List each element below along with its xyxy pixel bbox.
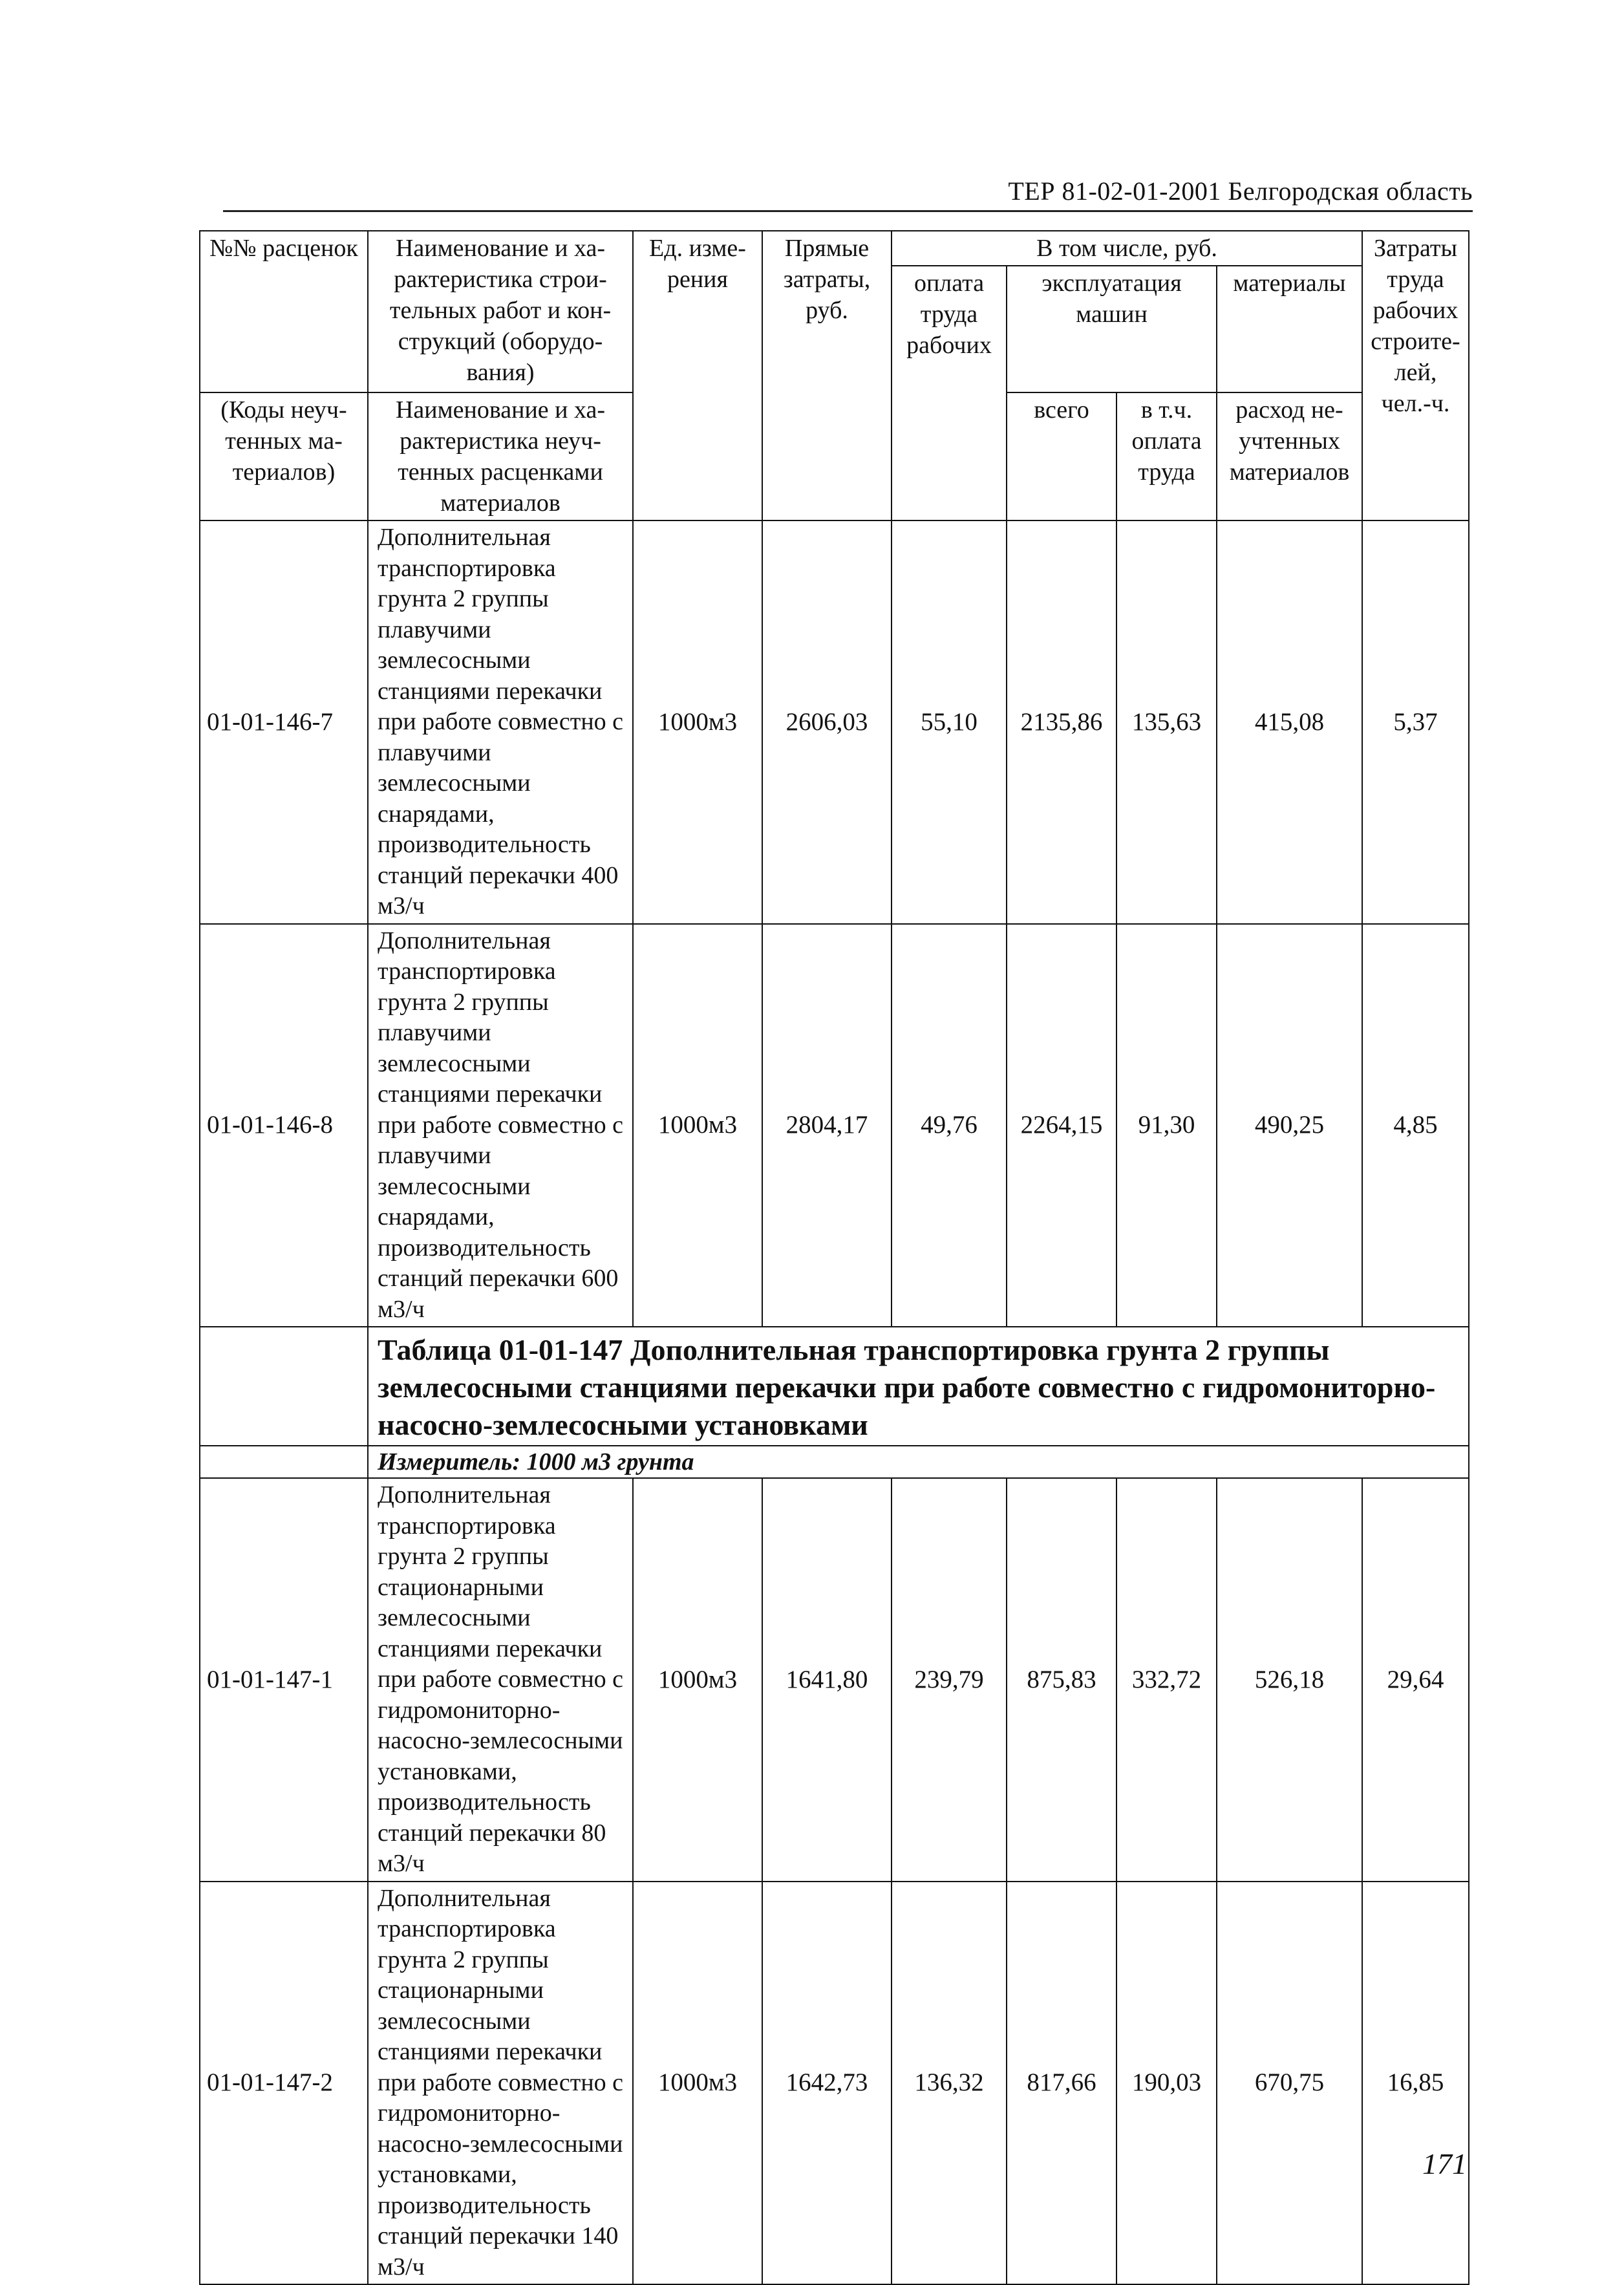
rate-labor-pay: 49,76: [892, 924, 1007, 1327]
rate-machines-total: 2135,86: [1007, 520, 1116, 924]
col-mach-total-header: всего: [1007, 392, 1116, 520]
rate-materials: 490,25: [1217, 924, 1362, 1327]
table-row: [200, 924, 1469, 1327]
rate-code: 01-01-146-7: [200, 520, 368, 924]
rate-labor-pay: 136,32: [892, 1882, 1007, 2285]
rate-description: Дополнительная транспортировка грунта 2 группы стационарными землесосными станциями перекачки при работе совместно с гидромониторно-насосно-землесосными установками, производительность станций перекачки 140 м3/ч: [368, 1882, 633, 2285]
rate-code: 01-01-147-1: [200, 1478, 368, 1882]
rate-labor-pay: 239,79: [892, 1478, 1007, 1882]
rate-code: 01-01-146-8: [200, 924, 368, 1327]
col-incl-header: В том числе, руб.: [892, 231, 1362, 266]
header-rule: [223, 210, 1473, 212]
rate-direct: 1641,80: [762, 1478, 892, 1882]
rate-labor: 5,37: [1362, 520, 1469, 924]
measure-spacer: [200, 1446, 368, 1478]
table-measure: Измеритель: 1000 м3 грунта: [368, 1446, 1469, 1478]
col-unit-header: Ед. изме-рения: [633, 231, 762, 520]
rate-unit: 1000м3: [633, 1478, 762, 1882]
rates-table: [199, 230, 1469, 2285]
document-header: ТЕР 81-02-01-2001 Белгородская область: [1008, 177, 1473, 206]
col-mach-pay-header: в т.ч. оплата труда: [1116, 392, 1217, 520]
rate-labor-pay: 55,10: [892, 520, 1007, 924]
col-code-sub-header: (Коды неуч-тенных ма-териалов): [200, 392, 368, 520]
rate-unit: 1000м3: [633, 924, 762, 1327]
rate-code: 01-01-147-2: [200, 1882, 368, 2285]
rate-direct: 1642,73: [762, 1882, 892, 2285]
rate-direct: 2804,17: [762, 924, 892, 1327]
rate-machines-pay: 91,30: [1116, 924, 1217, 1327]
table-row: [200, 1882, 1469, 2285]
rate-machines-total: 875,83: [1007, 1478, 1116, 1882]
rate-labor: 16,85: [1362, 1882, 1469, 2285]
table-row: [200, 1478, 1469, 1882]
col-labor-header: Затраты труда рабочих строите-лей, чел.-ч.: [1362, 231, 1469, 520]
col-materials-header: материалы: [1217, 266, 1362, 392]
rate-machines-pay: 190,03: [1116, 1882, 1217, 2285]
rate-materials: 415,08: [1217, 520, 1362, 924]
rate-machines-total: 2264,15: [1007, 924, 1116, 1327]
page-number: 171: [1422, 2147, 1467, 2180]
title-spacer: [200, 1327, 368, 1446]
col-direct-header: Прямые затраты, руб.: [762, 231, 892, 520]
col-labor-pay-header: оплата труда рабочих: [892, 266, 1007, 520]
rate-materials: 526,18: [1217, 1478, 1362, 1882]
table-title: Таблица 01-01-147 Дополнительная транспортировка грунта 2 группы землесосными станциями перекачки при работе совместно с гидромониторно-насосно-землесосными установками: [368, 1327, 1469, 1446]
col-code-header: №№ расценок: [200, 231, 368, 392]
rate-unit: 1000м3: [633, 520, 762, 924]
table-row: [200, 520, 1469, 924]
col-machines-header: эксплуатация машин: [1007, 266, 1217, 392]
rate-description: Дополнительная транспортировка грунта 2 группы стационарными землесосными станциями перекачки при работе совместно с гидромониторно-насосно-землесосными установками, производительность станций перекачки 80 м3/ч: [368, 1478, 633, 1882]
rate-description: Дополнительная транспортировка грунта 2 группы плавучими землесосными станциями перекачки при работе совместно с плавучими землесосными снарядами, производительность станций перекачки 400 м3/ч: [368, 520, 633, 924]
col-name-sub-header: Наименование и ха-рактеристика неуч-тенных расценками материалов: [368, 392, 633, 520]
rate-materials: 670,75: [1217, 1882, 1362, 2285]
rate-direct: 2606,03: [762, 520, 892, 924]
rate-unit: 1000м3: [633, 1882, 762, 2285]
col-name-header: Наименование и ха-рактеристика строи-тельных работ и кон-струкций (оборудо-вания): [368, 231, 633, 392]
rate-machines-pay: 332,72: [1116, 1478, 1217, 1882]
rate-machines-pay: 135,63: [1116, 520, 1217, 924]
rate-machines-total: 817,66: [1007, 1882, 1116, 2285]
rate-labor: 29,64: [1362, 1478, 1469, 1882]
rate-description: Дополнительная транспортировка грунта 2 группы плавучими землесосными станциями перекачки при работе совместно с плавучими землесосными снарядами, производительность станций перекачки 600 м3/ч: [368, 924, 633, 1327]
rate-labor: 4,85: [1362, 924, 1469, 1327]
col-materials-sub-header: расход не-учтенных материалов: [1217, 392, 1362, 520]
